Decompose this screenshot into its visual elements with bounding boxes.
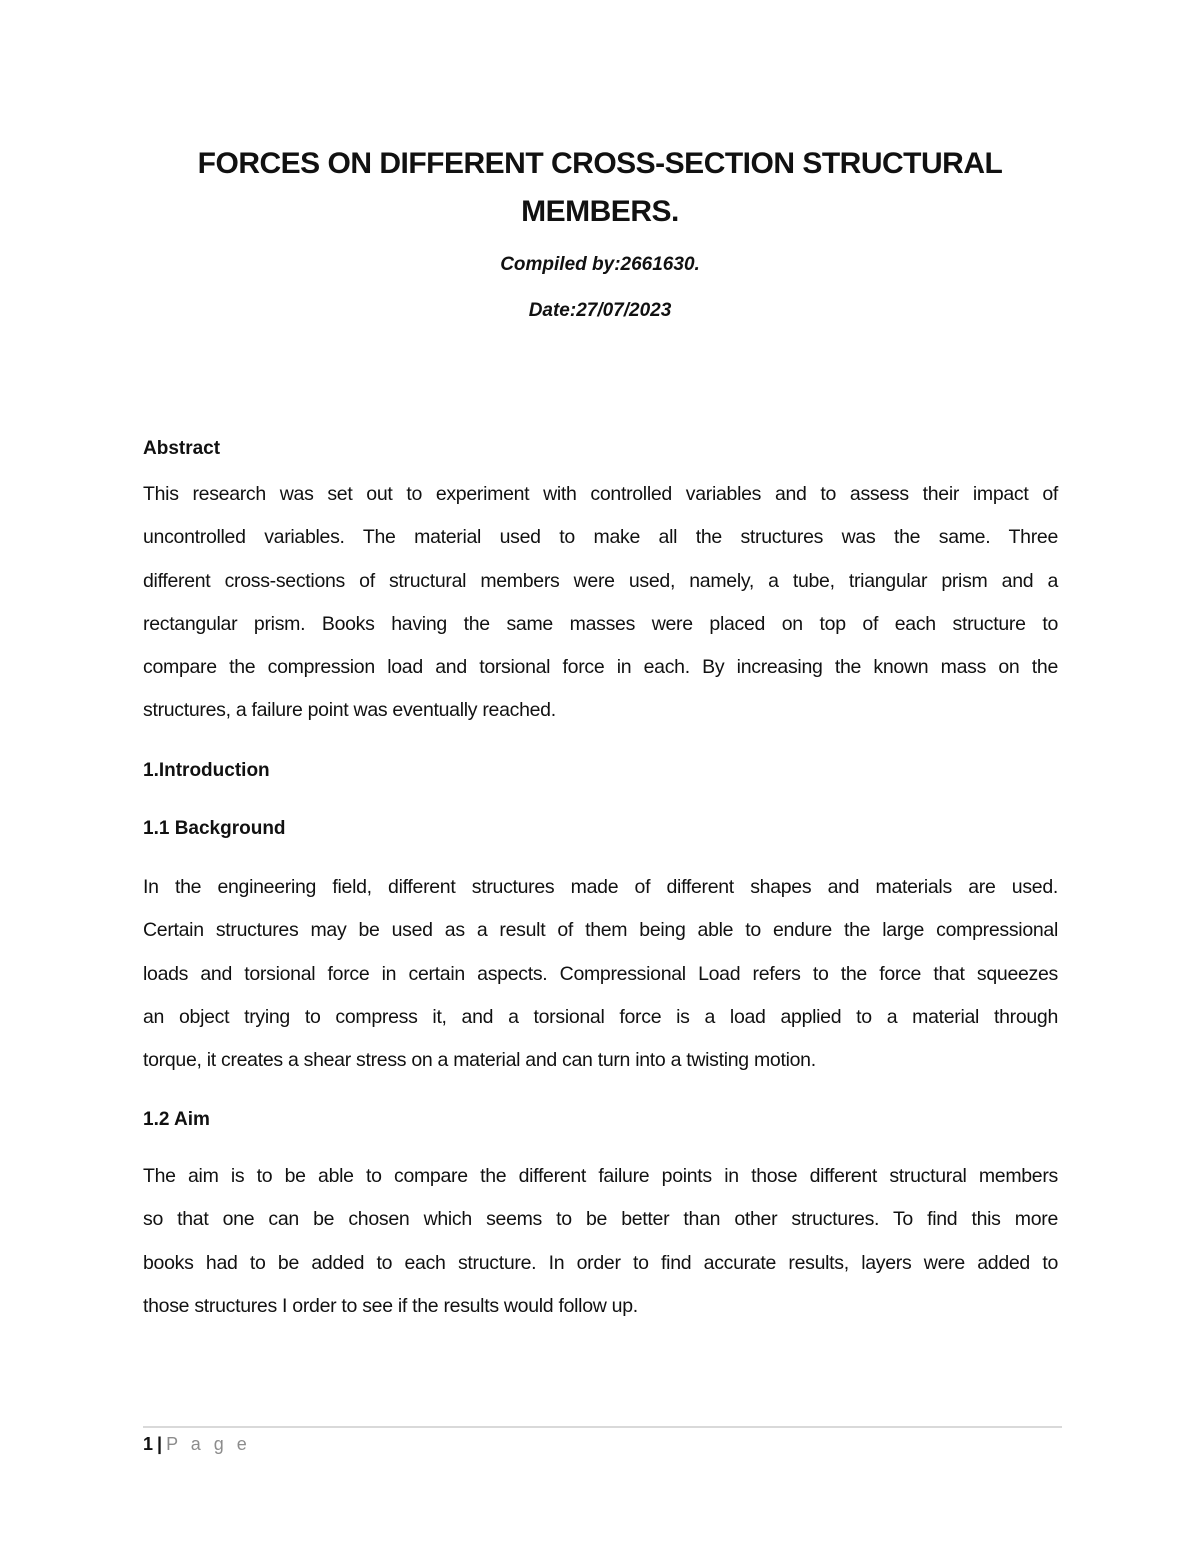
page-label: P a g e [166,1434,251,1454]
background-heading: 1.1 Background [143,818,286,839]
footer-divider [143,1426,1062,1428]
aim-line: books had to be added to each structure. In order to find accurate results, layers were added to [143,1251,1058,1274]
compiled-by: Compiled by:2661630. [500,254,700,275]
introduction-heading: 1.Introduction [143,760,270,781]
abstract-heading: Abstract [143,438,221,459]
document-date: Date:27/07/2023 [528,300,672,321]
background-line: In the engineering field, different structures made of different shapes and materials are used. [143,876,1058,898]
abstract-line: structures, a failure point was eventually reached. [143,699,556,722]
page-number: 1 [143,1434,154,1454]
abstract-line: compare the compression load and torsional force in each. By increasing the known mass on the [143,656,1058,679]
background-paragraph [143,866,1058,1082]
background-line: torque, it creates a shear stress on a material and can turn into a twisting motion. [143,1049,816,1072]
background-line: loads and torsional force in certain aspects. Compressional Load refers to the force that squeezes [143,962,1058,985]
abstract-line: uncontrolled variables. The material used to make all the structures was the same. Three [143,526,1058,549]
document-title-line-2: MEMBERS. [521,195,679,228]
aim-line: so that one can be chosen which seems to be better than other structures. To find this more [143,1208,1058,1231]
page-footer [143,1431,251,1457]
abstract-line: rectangular prism. Books having the same masses were placed on top of each structure to [143,612,1058,635]
aim-heading: 1.2 Aim [143,1109,210,1130]
document-title-line-1: FORCES ON DIFFERENT CROSS-SECTION STRUCTURAL [197,147,1003,180]
abstract-line: This research was set out to experiment with controlled variables and to assess their impact of [143,483,1058,505]
background-line: Certain structures may be used as a result of them being able to endure the large compressional [143,919,1058,942]
abstract-paragraph [143,473,1058,733]
aim-line: The aim is to be able to compare the different failure points in those different structural members [143,1165,1058,1187]
aim-paragraph [143,1155,1058,1328]
abstract-line: different cross-sections of structural members were used, namely, a tube, triangular prism and a [143,569,1058,592]
aim-line: those structures I order to see if the results would follow up. [143,1294,638,1317]
background-line: an object trying to compress it, and a torsional force is a load applied to a material through [143,1005,1058,1028]
page-separator: | [157,1434,163,1454]
